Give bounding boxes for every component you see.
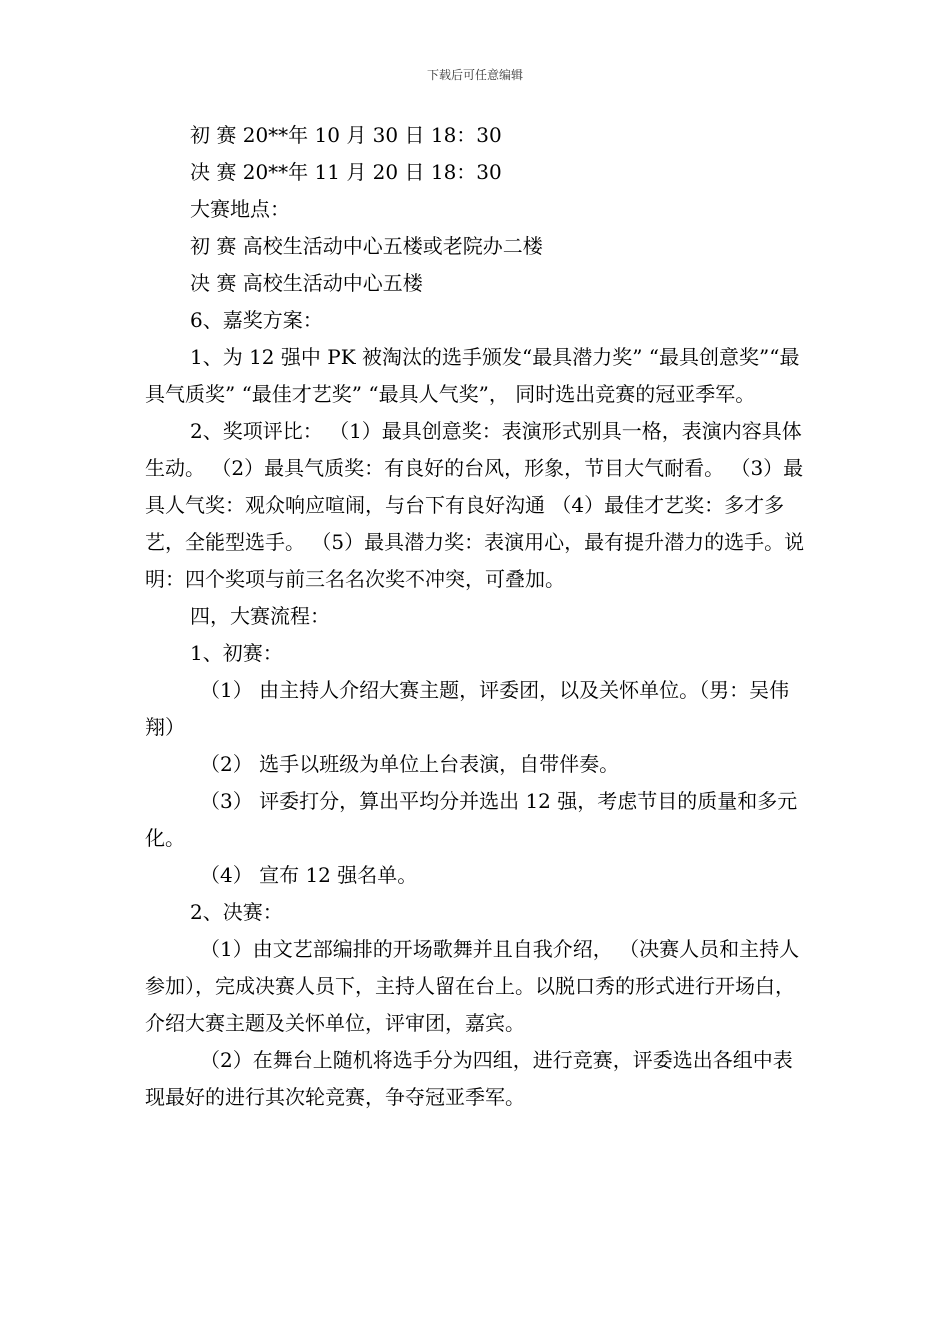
- awards-list-paragraph: 1、为 12 强中 PK 被淘汰的选手颁发“最具潜力奖” “最具创意奖”“最具气质奖” “最佳才艺奖” “最具人气奖”， 同时选出竞赛的冠亚季军。: [145, 345, 800, 406]
- preliminary-step-1: （1） 由主持人介绍大赛主题，评委团，以及关怀单位。（男：吴伟翔）: [145, 678, 790, 739]
- venue-heading: 大赛地点：: [190, 197, 290, 221]
- venue-final: 决 赛 高校生活动中心五楼: [190, 271, 423, 295]
- schedule-preliminary: 初 赛 20**年 10 月 30 日 18：30: [190, 123, 502, 147]
- preliminary-heading: 1、初赛：: [190, 641, 283, 665]
- document-body: [145, 117, 810, 1116]
- final-step-2: （2）在舞台上随机将选手分为四组，进行竞赛，评委选出各组中表现最好的进行其次轮竞赛，争夺冠亚季军。: [145, 1048, 793, 1109]
- schedule-final: 决 赛 20**年 11 月 20 日 18：30: [190, 160, 502, 184]
- preliminary-step-2: （2） 选手以班级为单位上台表演，自带伴奏。: [200, 752, 620, 776]
- preliminary-step-4: （4） 宣布 12 强名单。: [200, 863, 418, 887]
- awards-heading: 6、嘉奖方案：: [190, 308, 323, 332]
- final-heading: 2、决赛：: [190, 900, 283, 924]
- process-heading: 四，大赛流程：: [190, 604, 330, 628]
- awards-criteria-paragraph: 2、奖项评比： （1）最具创意奖：表演形式别具一格，表演内容具体生动。 （2）最具气质奖：有良好的台风，形象，节目大气耐看。 （3）最具人气奖：观众响应喧闹，与台下有良好沟通 （4）最佳才艺奖：多才多艺，全能型选手。 （5）最具潜力奖：表演用心，最有提升潜力的选手。说明：四个奖项与前三名名次奖不冲突，可叠加。: [145, 419, 805, 591]
- page-header: 下载后可任意编辑: [426, 68, 523, 82]
- venue-preliminary: 初 赛 高校生活动中心五楼或老院办二楼: [190, 234, 543, 258]
- preliminary-step-3: （3） 评委打分，算出平均分并选出 12 强，考虑节目的质量和多元化。: [145, 789, 798, 850]
- final-step-1: （1）由文艺部编排的开场歌舞并且自我介绍， （决赛人员和主持人参加），完成决赛人员下，主持人留在台上。以脱口秀的形式进行开场白，介绍大赛主题及关怀单位，评审团，嘉宾。: [145, 937, 800, 1035]
